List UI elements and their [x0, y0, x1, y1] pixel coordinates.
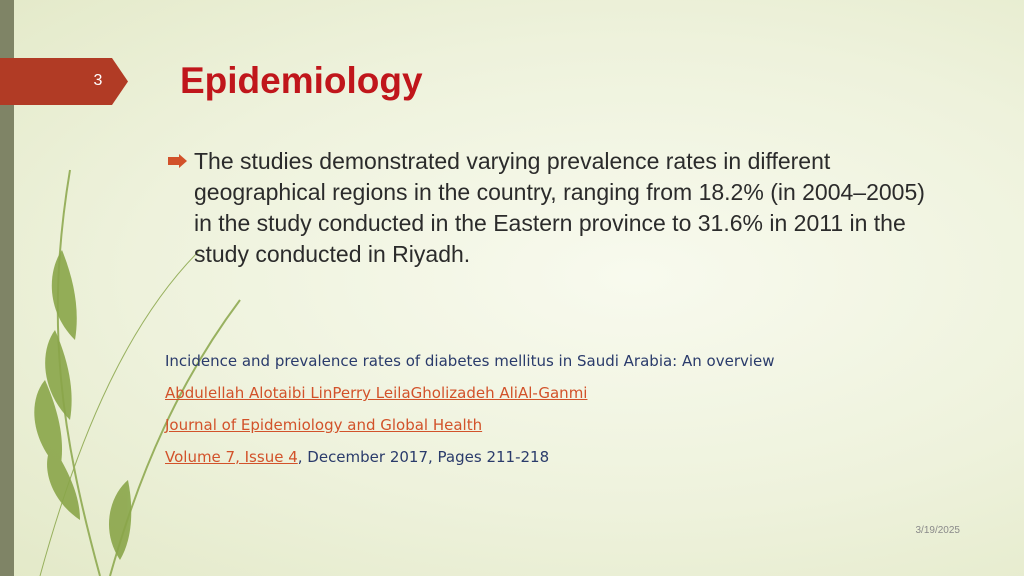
reference-volume-link[interactable]: Volume 7, Issue 4: [165, 448, 298, 466]
slide-title: Epidemiology: [180, 60, 423, 101]
reference-authors-link[interactable]: [165, 384, 587, 402]
reference-journal-text[interactable]: Journal of Epidemiology and Global Health: [165, 416, 483, 434]
reference-volume: [165, 448, 549, 466]
slide-number: 3: [93, 72, 103, 89]
reference-authors-text[interactable]: Abdulellah Alotaibi LinPerry LeilaGholizadeh AliAl-Ganmi: [165, 384, 588, 402]
decor-stem-right: [110, 300, 240, 576]
decor-leaf-4: [47, 445, 80, 520]
bullet-item: [166, 146, 946, 270]
slide-number-tab: [0, 58, 128, 105]
reference-title: Incidence and prevalence rates of diabetes mellitus in Saudi Arabia: An overview: [165, 352, 775, 370]
reference-journal-link[interactable]: [165, 416, 482, 434]
decor-leaf-3: [52, 250, 77, 340]
bullet-text: The studies demonstrated varying prevalence rates in different geographical regions in the country, ranging from 18.2% (in 2004–2005) in the study conducted in the Eastern province to 31.6% in 2011 in the study conducted in Riyadh.: [194, 148, 925, 267]
slide-date: 3/19/2025: [915, 525, 960, 536]
decor-leaf-5: [109, 480, 131, 560]
arrow-bullet-icon: [166, 154, 188, 168]
reference-volume-details: , December 2017, Pages 211-218: [297, 448, 550, 466]
